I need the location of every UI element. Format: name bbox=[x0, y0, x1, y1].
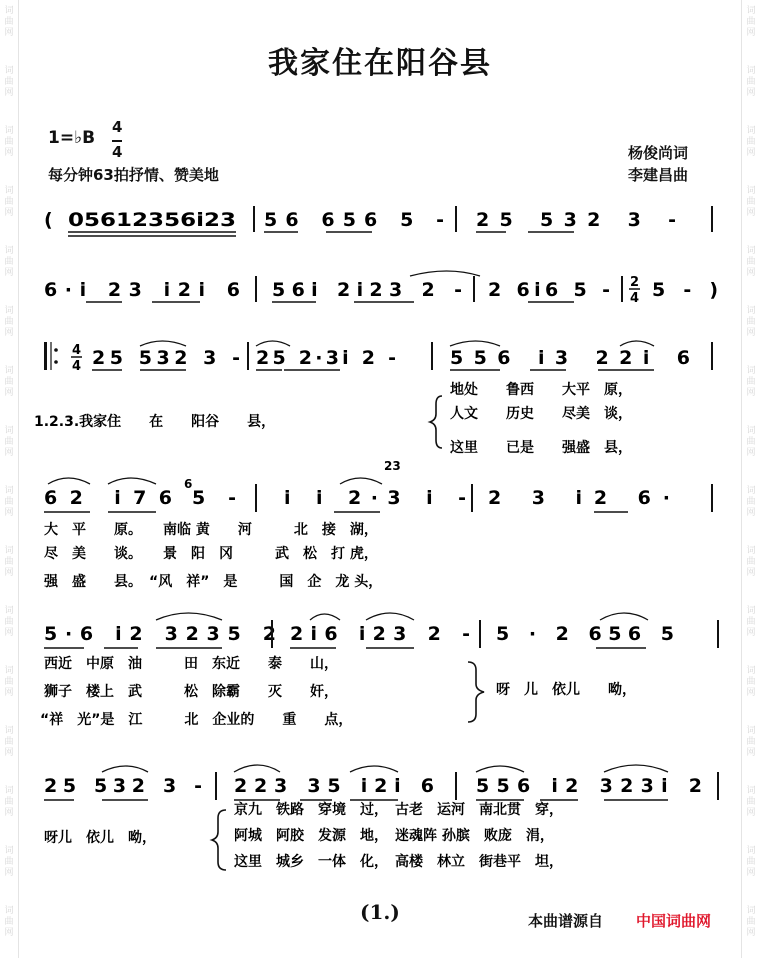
slur-arc bbox=[156, 613, 648, 620]
watermark-text: 词曲网 bbox=[4, 66, 14, 98]
measure: 5 - ) bbox=[652, 279, 718, 301]
measure: 6·i 23 i2i 6 bbox=[44, 279, 240, 301]
measure: 2i6 i23 2 - bbox=[290, 623, 470, 645]
watermark-text: 词曲网 bbox=[746, 486, 756, 518]
watermark-text: 词曲网 bbox=[746, 366, 756, 398]
measure: 56 656 5 - bbox=[264, 209, 444, 231]
slur-arc bbox=[140, 341, 654, 346]
repeat-dot bbox=[54, 360, 58, 364]
watermark-text: 词曲网 bbox=[4, 486, 14, 518]
watermark-text: 词曲网 bbox=[4, 846, 14, 878]
watermark-text: 词曲网 bbox=[4, 6, 14, 38]
lyric-line: 西近 中原 油 田 东近 泰 山， bbox=[44, 656, 338, 672]
tie-arc bbox=[410, 271, 480, 276]
measure: 25 532 3 - bbox=[44, 775, 202, 797]
measure: 25 2·3i 2 - bbox=[256, 347, 396, 369]
watermark-text: 词曲网 bbox=[4, 786, 14, 818]
watermark-text: 词曲网 bbox=[4, 126, 14, 158]
watermark-text: 词曲网 bbox=[746, 126, 756, 158]
watermark-text: 词曲网 bbox=[4, 546, 14, 578]
beam-underline bbox=[68, 232, 236, 236]
source-site-link[interactable]: 中国词曲网 bbox=[636, 912, 712, 930]
watermark-text: 词曲网 bbox=[4, 306, 14, 338]
watermark-text: 词曲网 bbox=[4, 666, 14, 698]
watermark-text: 词曲网 bbox=[746, 666, 756, 698]
measure: 556 i3 22i 6 bbox=[450, 347, 690, 369]
verse-brace bbox=[212, 810, 226, 870]
measure: 5·6 i2 3235 2 bbox=[44, 623, 276, 645]
watermark-text: 词曲网 bbox=[4, 186, 14, 218]
lyric-line: 京九 铁路 穿境 过， 古老 运河 南北贯 穿， bbox=[234, 802, 563, 818]
lyric-line: 尽 美 谈。 景 阳 冈 武 松 打 虎， bbox=[44, 546, 378, 562]
watermark-text: 词曲网 bbox=[4, 366, 14, 398]
measure: 25 532 3 - bbox=[476, 209, 676, 231]
lyric-line: 呀 儿 依儿 呦， bbox=[496, 682, 636, 698]
time-signature-bottom: 4 bbox=[630, 291, 640, 306]
measure: 223 35 i2i 6 bbox=[234, 775, 434, 797]
composer-credit: 李建昌曲 bbox=[628, 166, 689, 184]
watermark-text: 词曲网 bbox=[746, 606, 756, 638]
watermark-text: 词曲网 bbox=[746, 6, 756, 38]
time-signature-top: 4 bbox=[112, 118, 123, 136]
measure: 5 · 2 656 5 bbox=[496, 623, 674, 645]
time-signature-top: 4 bbox=[72, 343, 82, 358]
lyric-line: 狮子 楼上 武 松 除霸 灭 奸， bbox=[44, 684, 338, 700]
slur-arc bbox=[48, 478, 382, 484]
watermark-text: 词曲网 bbox=[746, 426, 756, 458]
key-signature: 1=♭B bbox=[48, 128, 96, 148]
verse-brace bbox=[430, 396, 442, 448]
watermark-text: 词曲网 bbox=[746, 186, 756, 218]
watermark-text: 词曲网 bbox=[746, 846, 756, 878]
watermark-text: 词曲网 bbox=[746, 546, 756, 578]
measure: 2 3 i2 6· bbox=[488, 487, 670, 509]
lyric-line: 大 平 原。 南临 黄 河 北 接 湖， bbox=[44, 522, 378, 538]
measure: i i 2·3 i - bbox=[284, 487, 466, 509]
watermark-text: 词曲网 bbox=[746, 726, 756, 758]
repeat-dot bbox=[54, 348, 58, 352]
lyric-line: 这里 城乡 一体 化， 高楼 林立 街巷平 坦， bbox=[234, 854, 563, 870]
lyric-line: 强 盛 县。 “风 祥” 是 国 企 龙 头， bbox=[44, 574, 383, 590]
measure: 556 i2 323i 2 bbox=[476, 775, 702, 797]
watermark-text: 词曲网 bbox=[746, 786, 756, 818]
measure: 2 6i6 5 - bbox=[488, 279, 610, 301]
verse-number-lyric: 1.2.3.我家住 在 阳谷 县， bbox=[34, 414, 276, 430]
measure: 56i 2i23 2 - bbox=[272, 279, 462, 301]
repeat-start-barline bbox=[44, 342, 47, 370]
lyric-line: 人文 历史 尽美 谈， bbox=[450, 406, 632, 422]
source-label: 本曲谱源自 bbox=[528, 912, 604, 930]
lyric-line: 地处 鲁西 大平 原， bbox=[450, 382, 632, 398]
watermark-text: 词曲网 bbox=[4, 246, 14, 278]
watermark-text: 词曲网 bbox=[746, 306, 756, 338]
time-signature-bottom: 4 bbox=[112, 140, 122, 161]
watermark-text: 词曲网 bbox=[4, 426, 14, 458]
time-signature-bottom: 4 bbox=[72, 359, 82, 374]
watermark-text: 词曲网 bbox=[4, 906, 14, 938]
lyric-line: “祥 光”是 江 北 企业的 重 点， bbox=[40, 712, 353, 728]
lyricist-credit: 杨俊尚词 bbox=[628, 144, 689, 162]
measure: 62 i76 bbox=[44, 487, 172, 509]
lyric-line: 这里 已是 强盛 县， bbox=[450, 440, 632, 456]
measure: 5 - bbox=[192, 487, 236, 509]
slur-arc bbox=[102, 765, 668, 772]
watermark-text: 词曲网 bbox=[4, 606, 14, 638]
watermark-text: 词曲网 bbox=[4, 726, 14, 758]
tempo-marking: 每分钟63拍抒情、赞美地 bbox=[48, 166, 219, 184]
measure: 25 532 3 - bbox=[92, 347, 240, 369]
lyric-line: 呀儿 依儿 呦， bbox=[44, 830, 156, 846]
lyric-line: 阿城 阿胶 发源 地， 迷魂阵 孙膑 败庞 涓， bbox=[234, 828, 554, 844]
verse-brace bbox=[468, 662, 484, 722]
repeat-paren: ( bbox=[44, 209, 53, 231]
grace-note: 6 bbox=[184, 477, 193, 491]
watermark-text: 词曲网 bbox=[746, 66, 756, 98]
song-title: 我家住在阳谷县 bbox=[268, 46, 492, 81]
watermark-text: 词曲网 bbox=[746, 906, 756, 938]
measure: 05612356i23 bbox=[68, 209, 236, 231]
page-number: (1.) bbox=[360, 900, 400, 924]
time-signature-top: 2 bbox=[630, 275, 640, 290]
watermark-text: 词曲网 bbox=[746, 246, 756, 278]
grace-note: 23 bbox=[384, 459, 401, 473]
